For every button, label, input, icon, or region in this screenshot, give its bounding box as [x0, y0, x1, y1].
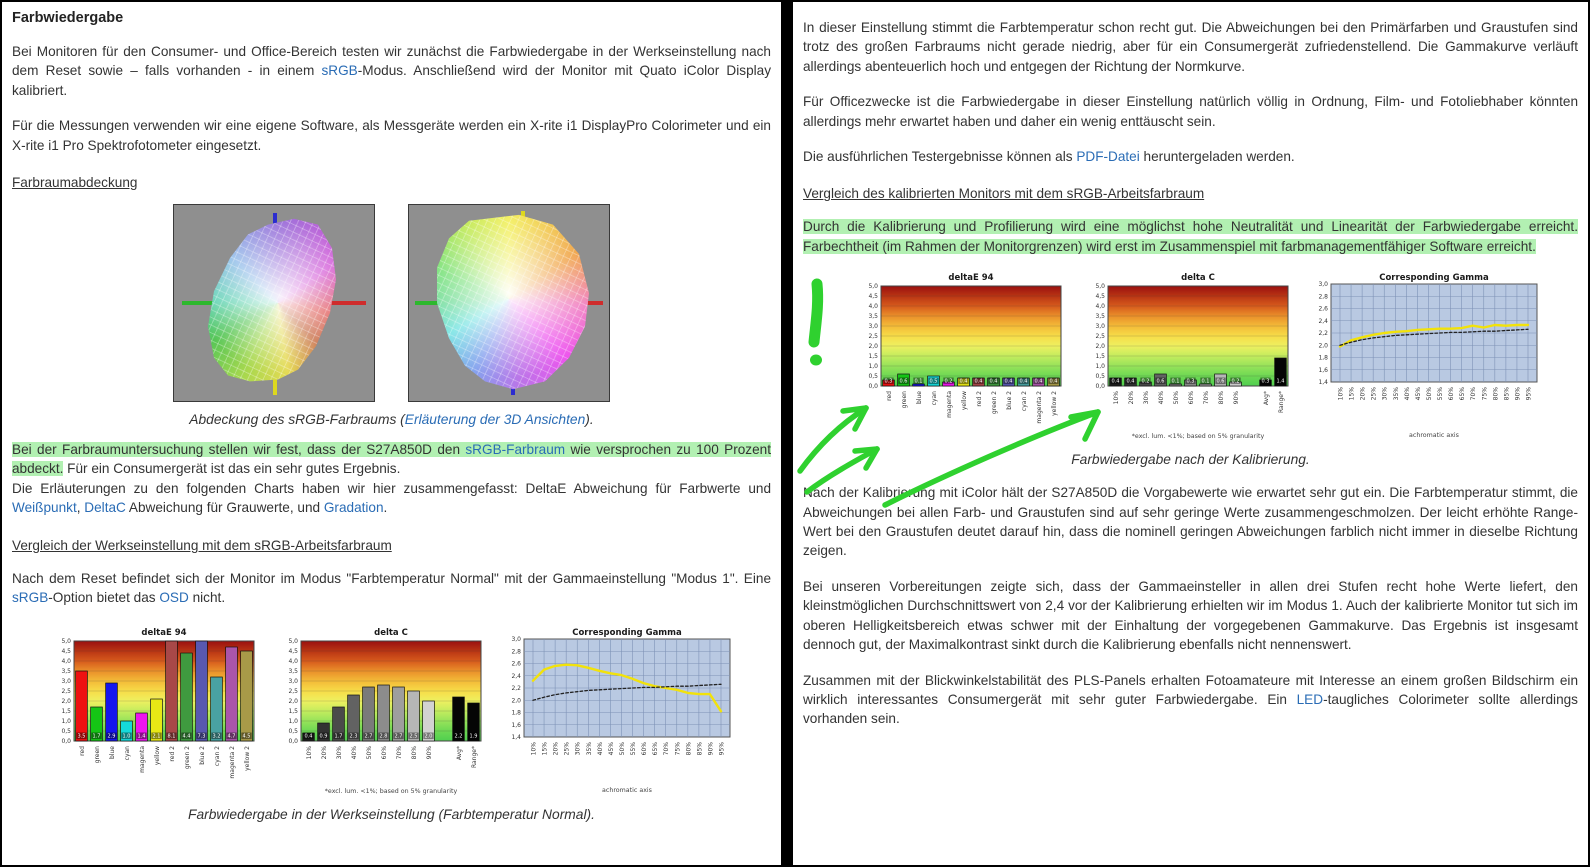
svg-text:80%: 80% — [685, 742, 693, 756]
svg-text:0.4: 0.4 — [304, 734, 313, 741]
svg-text:70%: 70% — [1470, 387, 1478, 401]
svg-text:20%: 20% — [552, 742, 560, 756]
svg-text:2,6: 2,6 — [511, 660, 521, 668]
svg-text:25%: 25% — [1370, 387, 1378, 401]
svg-text:60%: 60% — [381, 746, 388, 760]
svg-text:2.1: 2.1 — [152, 734, 161, 741]
paragraph-conclusion — [803, 671, 1578, 729]
svg-text:2,4: 2,4 — [1318, 318, 1328, 325]
svg-text:75%: 75% — [674, 742, 682, 756]
section-heading-farbraumabdeckung: Farbraumabdeckung — [12, 175, 138, 191]
text-run: Zusammen mit der Blickwinkelstabilität des PLS-Panels erhalten Fotoamateure mit Interesse an einem großen Bildschirm ein wirklich interessantes Consumergerät mit sehr guter Farbwiedergabe. Ein — [803, 672, 1578, 707]
svg-text:40%: 40% — [351, 746, 358, 760]
text-link[interactable]: Weißpunkt — [12, 500, 77, 516]
svg-text:Corresponding Gamma: Corresponding Gamma — [572, 628, 682, 639]
svg-text:4,5: 4,5 — [1095, 293, 1105, 301]
svg-text:1,8: 1,8 — [1318, 354, 1328, 362]
svg-text:70%: 70% — [1203, 391, 1210, 405]
svg-text:3,5: 3,5 — [1095, 313, 1105, 321]
svg-text:2.7: 2.7 — [364, 734, 373, 741]
svg-text:2,5: 2,5 — [61, 688, 71, 696]
svg-text:3,5: 3,5 — [288, 668, 298, 676]
svg-text:blue: blue — [916, 391, 923, 405]
svg-text:red 2: red 2 — [169, 746, 176, 763]
svg-text:2.8: 2.8 — [379, 734, 388, 741]
svg-text:magenta: magenta — [946, 391, 953, 419]
svg-text:blue: blue — [109, 746, 116, 760]
svg-text:2.9: 2.9 — [107, 734, 116, 741]
svg-text:deltaE 94: deltaE 94 — [141, 628, 187, 639]
svg-text:4,0: 4,0 — [288, 658, 298, 666]
svg-text:30%: 30% — [1143, 391, 1150, 405]
svg-text:2,0: 2,0 — [1095, 343, 1105, 351]
paragraph-calibration-highlight — [803, 217, 1578, 256]
svg-text:20%: 20% — [321, 746, 328, 760]
svg-text:3,5: 3,5 — [868, 313, 878, 321]
svg-text:blue 2: blue 2 — [199, 746, 206, 766]
svg-text:Range*: Range* — [471, 746, 478, 769]
text-link[interactable]: sRGB-Farbraum — [465, 442, 566, 458]
svg-text:*excl. lum. <1%; based on 5% g: *excl. lum. <1%; based on 5% granularity — [324, 788, 458, 796]
svg-text:30%: 30% — [1381, 387, 1389, 401]
svg-text:80%: 80% — [1492, 387, 1500, 401]
svg-text:0.2: 0.2 — [1141, 378, 1150, 385]
svg-text:4,5: 4,5 — [288, 648, 298, 656]
svg-text:0.6: 0.6 — [1156, 378, 1165, 385]
svg-text:30%: 30% — [574, 742, 582, 756]
svg-text:60%: 60% — [641, 742, 649, 756]
svg-text:cyan: cyan — [931, 391, 938, 406]
svg-text:2,5: 2,5 — [868, 333, 878, 341]
svg-text:2,8: 2,8 — [1318, 293, 1328, 301]
paragraph-calibration-result — [803, 483, 1578, 561]
svg-text:green 2: green 2 — [991, 391, 998, 415]
svg-text:2,0: 2,0 — [868, 343, 878, 351]
svg-text:0.4: 0.4 — [1111, 378, 1120, 385]
svg-text:1,0: 1,0 — [288, 718, 298, 726]
svg-text:0.4: 0.4 — [959, 378, 968, 385]
svg-text:cyan 2: cyan 2 — [1021, 391, 1028, 412]
svg-text:0,0: 0,0 — [61, 738, 71, 746]
svg-text:1,5: 1,5 — [61, 708, 71, 716]
text-run: Nach der Kalibrierung mit iColor hält der S27A850D die Vorgabewerte wie erwartet sehr gut ein. Die Farbtemperatur stimmt, die Abweichungen bei allen Farb- und Graustufen sind auf sehr geringe Werte zusammengeschmolzen. Der leicht erhöhte Range-Wert bei den Graustufen deutet darauf hin, dass die nominell geringen Abweichungen farblich nicht immer in dieselbe Richtung zeigen. — [803, 485, 1578, 559]
svg-text:1,5: 1,5 — [288, 708, 298, 716]
svg-text:5,0: 5,0 — [61, 638, 71, 646]
svg-text:50%: 50% — [1425, 387, 1433, 401]
svg-text:1,4: 1,4 — [511, 734, 521, 742]
paragraph-gamut-result — [12, 440, 771, 518]
svg-text:0.1: 0.1 — [1171, 378, 1180, 385]
paragraph-gamma-setting — [803, 577, 1578, 655]
svg-text:70%: 70% — [663, 742, 671, 756]
page-title: Farbwiedergabe — [12, 10, 124, 26]
svg-text:2.3: 2.3 — [349, 734, 358, 741]
svg-text:yellow 2: yellow 2 — [244, 746, 251, 772]
text-run: ). — [585, 412, 594, 428]
text-run: -Option bietet das — [48, 590, 160, 606]
svg-text:15%: 15% — [541, 742, 549, 756]
text-run: Bei der Farbraumuntersuchung stellen wir fest, dass der S27A850D den — [12, 442, 466, 458]
svg-text:15%: 15% — [1348, 387, 1356, 401]
svg-text:40%: 40% — [1158, 391, 1165, 405]
chart-deltae94-kalibriert — [845, 270, 1067, 442]
svg-text:cyan 2: cyan 2 — [214, 746, 221, 767]
svg-text:2,2: 2,2 — [1318, 330, 1328, 338]
svg-text:0.2: 0.2 — [1231, 378, 1240, 385]
svg-text:0.4: 0.4 — [1019, 378, 1028, 385]
svg-text:40%: 40% — [1403, 387, 1411, 401]
svg-text:80%: 80% — [1218, 391, 1225, 405]
svg-text:45%: 45% — [1414, 387, 1422, 401]
svg-text:green 2: green 2 — [184, 746, 191, 770]
svg-text:85%: 85% — [1503, 387, 1511, 401]
svg-text:0.2: 0.2 — [944, 378, 953, 385]
svg-text:4.7: 4.7 — [227, 734, 236, 741]
svg-text:1.4: 1.4 — [137, 734, 146, 741]
svg-text:1.7: 1.7 — [92, 734, 101, 741]
svg-text:delta C: delta C — [374, 628, 408, 639]
svg-text:40%: 40% — [596, 742, 604, 756]
svg-text:2,0: 2,0 — [511, 697, 521, 705]
svg-text:3.5: 3.5 — [77, 734, 86, 741]
svg-text:2.5: 2.5 — [409, 734, 418, 741]
svg-text:90%: 90% — [1514, 387, 1522, 401]
svg-text:60%: 60% — [1448, 387, 1456, 401]
svg-text:Avg*: Avg* — [456, 746, 463, 761]
text-run: -taugliches Colorimeter sollte allerdings vorhanden sein. — [803, 691, 1578, 727]
svg-text:magenta 2: magenta 2 — [1036, 391, 1043, 424]
chart-gamma-kalibriert — [1299, 270, 1547, 442]
paragraph-reset-mode — [12, 569, 771, 608]
svg-text:5,0: 5,0 — [288, 638, 298, 646]
text-link[interactable]: Gradation — [323, 500, 384, 516]
svg-text:*excl. lum. <1%; based on 5% g: *excl. lum. <1%; based on 5% granularity — [1131, 433, 1265, 441]
svg-text:0.1: 0.1 — [1201, 378, 1210, 385]
paragraph-intro-test — [12, 42, 771, 100]
svg-text:2.0: 2.0 — [424, 734, 433, 741]
svg-text:4,0: 4,0 — [868, 303, 878, 311]
gamut-figures — [12, 204, 771, 402]
svg-text:0.9: 0.9 — [319, 734, 328, 741]
text-run: wie versprochen zu 100 Prozent abdeckt. — [12, 442, 771, 477]
figure-caption-gamut — [12, 412, 771, 427]
svg-text:10%: 10% — [306, 746, 313, 760]
svg-text:Range*: Range* — [1278, 391, 1285, 414]
svg-text:0.1: 0.1 — [914, 378, 923, 385]
svg-text:2,0: 2,0 — [1318, 342, 1328, 350]
svg-text:2,0: 2,0 — [288, 698, 298, 706]
svg-text:90%: 90% — [707, 742, 715, 756]
text-run: nicht. — [188, 590, 226, 606]
svg-text:20%: 20% — [1128, 391, 1135, 405]
svg-text:0,0: 0,0 — [1095, 383, 1105, 391]
svg-text:5,0: 5,0 — [1095, 283, 1105, 291]
svg-text:Avg*: Avg* — [1263, 391, 1270, 406]
figure-kalibriert — [803, 270, 1578, 467]
text-run: heruntergeladen werden. — [1139, 149, 1295, 165]
text-run: Für ein Consumergerät ist das ein sehr gutes Ergebnis. — [63, 461, 401, 477]
svg-text:95%: 95% — [1525, 387, 1533, 401]
text-run: Durch die Kalibrierung und Profilierung wird eine möglichst hohe Neutralität und Linearität der Farbwiedergabe erreicht. Farbechtheit (im Rahmen der Monitorgrenzen) wird erst im Zusammenspiel mit farbmanagementfähiger Software erreicht. — [803, 219, 1578, 254]
svg-text:0.3: 0.3 — [884, 378, 893, 385]
svg-text:50%: 50% — [366, 746, 373, 760]
svg-text:2,5: 2,5 — [288, 688, 298, 696]
svg-text:yellow: yellow — [154, 746, 161, 766]
svg-text:0.4: 0.4 — [1126, 378, 1135, 385]
text-run: Nach dem Reset befindet sich der Monitor im Modus "Farbtemperatur Normal" mit der Gammaeinstellung "Modus 1". Eine — [12, 570, 771, 586]
svg-text:delta C: delta C — [1181, 273, 1215, 284]
svg-text:Corresponding Gamma: Corresponding Gamma — [1379, 273, 1489, 284]
svg-text:4,0: 4,0 — [61, 658, 71, 666]
text-run: -Modus. Anschließend wird der Monitor mit Quato iColor Display kalibriert. — [12, 63, 772, 98]
svg-text:0.6: 0.6 — [899, 378, 908, 385]
svg-text:4.4: 4.4 — [182, 734, 191, 741]
svg-text:0.4: 0.4 — [1034, 378, 1043, 385]
svg-text:90%: 90% — [426, 746, 433, 760]
text-run: Bei unseren Vorbereitungen zeigte sich, dass der Gammaeinsteller in allen drei Stufen recht hohe Werte liefert, den kleinstmöglichen Durchschnittswert von 2,4 vor der Kalibrierung erhielten wir im Modus 1. Auch der kalibrierte Monitor tut sich im oberen Helligkeitsbereich etwas schwer mit der Einhaltung der vorgegebenen Gammakurve. Das Ergebnis ist insgesamt dennoch gut, der Maximalkontrast sinkt durch die Kalibrierung ebenfalls nicht nennenswert. — [803, 578, 1578, 653]
svg-text:1.0: 1.0 — [122, 734, 131, 741]
paragraph-factory-assessment — [803, 18, 1578, 76]
svg-text:red 2: red 2 — [976, 391, 983, 407]
text-run: Für die Messungen verwenden wir eine eigene Software, als Messgeräte werden ein X-rite i1 DisplayPro Colorimeter und ein X-rite i1 Pro Spektrofotometer eingesetzt. — [12, 118, 771, 153]
svg-text:green: green — [901, 391, 908, 409]
svg-text:1,0: 1,0 — [1095, 363, 1105, 371]
svg-text:yellow 2: yellow 2 — [1051, 391, 1058, 417]
svg-text:55%: 55% — [1437, 387, 1445, 401]
svg-text:3,0: 3,0 — [1095, 323, 1105, 331]
svg-text:8.1: 8.1 — [167, 734, 176, 741]
text-run: In dieser Einstellung stimmt die Farbtemperatur schon recht gut. Die Abweichungen bei den Primärfarben und Graustufen sind trotz des großen Farbraums nicht gerade niedrig, aber für ein Consumergerät zufriedenstellend. Die Gammakurve verläuft allerdings abenteuerlich hoch und entgegen der Richtung der Normkurve. — [803, 20, 1578, 74]
gamut-3d-top-view — [408, 204, 610, 402]
svg-text:0.5: 0.5 — [929, 378, 938, 385]
svg-text:20%: 20% — [1359, 387, 1367, 401]
section-heading-werkseinstellung: Vergleich der Werkseinstellung mit dem sRGB-Arbeitsfarbraum — [12, 537, 392, 553]
svg-text:1.4: 1.4 — [1276, 378, 1285, 385]
svg-text:cyan: cyan — [124, 746, 131, 761]
svg-text:85%: 85% — [696, 742, 704, 756]
svg-text:0.4: 0.4 — [974, 378, 983, 385]
svg-text:3.2: 3.2 — [212, 734, 221, 741]
text-run: , — [76, 500, 85, 516]
svg-text:1,6: 1,6 — [511, 722, 521, 730]
svg-text:1.7: 1.7 — [334, 734, 343, 741]
svg-text:red: red — [79, 746, 86, 757]
svg-text:2.7: 2.7 — [394, 734, 403, 741]
svg-text:yellow: yellow — [961, 391, 968, 411]
text-run: Abdeckung des sRGB-Farbraums ( — [189, 412, 405, 428]
figure-caption-kalibriert: Farbwiedergabe nach der Kalibrierung. — [1071, 452, 1310, 468]
svg-text:45%: 45% — [607, 742, 615, 756]
svg-text:90%: 90% — [1233, 391, 1240, 405]
svg-text:7.3: 7.3 — [197, 734, 206, 741]
svg-text:65%: 65% — [1459, 387, 1467, 401]
gamut-3d-side-view — [173, 204, 375, 402]
svg-text:75%: 75% — [1481, 387, 1489, 401]
svg-text:0.4: 0.4 — [989, 378, 998, 385]
svg-text:3,0: 3,0 — [61, 678, 71, 686]
article-page-left — [0, 0, 783, 867]
svg-text:achromatic axis: achromatic axis — [1409, 432, 1459, 440]
svg-text:4,5: 4,5 — [868, 293, 878, 301]
svg-text:2,5: 2,5 — [1095, 333, 1105, 341]
svg-text:1,5: 1,5 — [868, 353, 878, 361]
svg-text:blue 2: blue 2 — [1006, 391, 1013, 410]
text-link[interactable]: OSD — [159, 590, 189, 606]
svg-text:3,0: 3,0 — [868, 323, 878, 331]
svg-text:0.6: 0.6 — [1216, 378, 1225, 385]
figure-caption-werkseinstellung: Farbwiedergabe in der Werkseinstellung (Farbtemperatur Normal). — [188, 807, 595, 823]
paragraph-measurement-tools — [12, 116, 771, 155]
svg-text:35%: 35% — [585, 742, 593, 756]
svg-text:25%: 25% — [563, 742, 571, 756]
svg-text:deltaE 94: deltaE 94 — [948, 273, 994, 284]
svg-text:80%: 80% — [411, 746, 418, 760]
svg-text:0,0: 0,0 — [868, 383, 878, 391]
text-run: Die Erläuterungen zu den folgenden Charts haben wir hier zusammengefasst: DeltaE Abweichung für Farbwerte und — [12, 480, 771, 496]
chart-deltae94-werkseinstellung — [38, 625, 260, 797]
svg-text:3,0: 3,0 — [511, 636, 521, 644]
chart-gamma-werkseinstellung — [492, 625, 740, 797]
section-heading-kalibriert: Vergleich des kalibrierten Monitors mit dem sRGB-Arbeitsfarbraum — [803, 186, 1205, 202]
text-run: Die ausführlichen Testergebnisse können als — [803, 149, 1077, 165]
paragraph-pdf-download — [803, 147, 1578, 166]
svg-text:2,4: 2,4 — [511, 673, 521, 681]
chart-deltac-werkseinstellung — [265, 625, 487, 797]
svg-text:3,0: 3,0 — [1318, 281, 1328, 289]
svg-text:green: green — [94, 746, 101, 764]
text-run: Bei Monitoren für den Consumer- und Office-Bereich testen wir zunächst die Farbwiedergabe in der Werkseinstellung nach dem Reset sowie – falls vorhanden - in einem — [12, 44, 771, 79]
text-link[interactable]: PDF-Datei — [1076, 149, 1140, 165]
svg-text:0,5: 0,5 — [1095, 373, 1105, 381]
text-link[interactable]: sRGB — [12, 590, 49, 606]
svg-text:2,8: 2,8 — [511, 648, 521, 656]
svg-text:10%: 10% — [1113, 391, 1120, 405]
svg-text:0,5: 0,5 — [61, 728, 71, 736]
svg-text:achromatic axis: achromatic axis — [602, 787, 652, 795]
text-link[interactable]: DeltaC — [84, 500, 126, 516]
svg-text:1,0: 1,0 — [61, 718, 71, 726]
svg-text:1,8: 1,8 — [511, 709, 521, 717]
charts-row-kalibriert — [803, 270, 1578, 442]
svg-text:5,0: 5,0 — [868, 283, 878, 291]
svg-text:1,5: 1,5 — [1095, 353, 1105, 361]
svg-text:2,2: 2,2 — [511, 685, 521, 693]
svg-text:4,0: 4,0 — [1095, 303, 1105, 311]
svg-text:50%: 50% — [1173, 391, 1180, 405]
text-run: . — [383, 500, 388, 516]
svg-text:10%: 10% — [530, 742, 538, 756]
svg-text:4,5: 4,5 — [61, 648, 71, 656]
svg-text:1,6: 1,6 — [1318, 367, 1328, 374]
svg-text:55%: 55% — [630, 742, 638, 756]
svg-text:65%: 65% — [652, 742, 660, 756]
text-link[interactable]: Erläuterung der 3D Ansichten — [404, 412, 586, 428]
svg-text:10%: 10% — [1337, 387, 1345, 401]
text-run: Für Officezwecke ist die Farbwiedergabe in dieser Einstellung natürlich völlig in Ordnung, Film- und Fotoliebhaber könnten allerdings mehr erwartet haben und daher ein wenig enttäuscht sein. — [803, 94, 1578, 129]
svg-text:0.4: 0.4 — [1049, 378, 1058, 385]
text-link[interactable]: sRGB — [321, 63, 358, 79]
svg-text:magenta 2: magenta 2 — [229, 746, 236, 780]
svg-text:95%: 95% — [718, 742, 726, 756]
svg-text:2,0: 2,0 — [61, 698, 71, 706]
svg-text:red: red — [886, 391, 893, 402]
svg-text:50%: 50% — [618, 742, 626, 756]
svg-text:0,0: 0,0 — [288, 738, 298, 746]
svg-text:70%: 70% — [396, 746, 403, 760]
svg-text:4.5: 4.5 — [242, 734, 251, 741]
svg-text:60%: 60% — [1188, 391, 1195, 405]
svg-text:1,4: 1,4 — [1318, 379, 1328, 387]
svg-text:1,0: 1,0 — [868, 363, 878, 371]
article-page-right — [791, 0, 1590, 867]
svg-text:0.4: 0.4 — [1004, 378, 1013, 385]
svg-text:magenta: magenta — [139, 746, 146, 774]
text-run: Abweichung für Grauwerte, und — [125, 500, 324, 516]
svg-text:3,0: 3,0 — [288, 678, 298, 686]
charts-row-werkseinstellung — [12, 625, 771, 797]
svg-text:3,5: 3,5 — [61, 668, 71, 676]
svg-text:30%: 30% — [336, 746, 343, 760]
paragraph-office-use — [803, 92, 1578, 131]
chart-deltac-kalibriert — [1072, 270, 1294, 442]
svg-text:2.2: 2.2 — [454, 734, 463, 741]
svg-text:0.3: 0.3 — [1261, 378, 1270, 385]
gamut-blob-top — [409, 205, 609, 401]
svg-text:0.3: 0.3 — [1186, 378, 1195, 385]
svg-text:0,5: 0,5 — [288, 728, 298, 736]
svg-text:0,5: 0,5 — [868, 373, 878, 381]
text-link[interactable]: LED — [1296, 691, 1324, 707]
svg-text:35%: 35% — [1392, 387, 1400, 401]
svg-text:2,6: 2,6 — [1318, 305, 1328, 313]
svg-text:1.9: 1.9 — [469, 734, 478, 741]
